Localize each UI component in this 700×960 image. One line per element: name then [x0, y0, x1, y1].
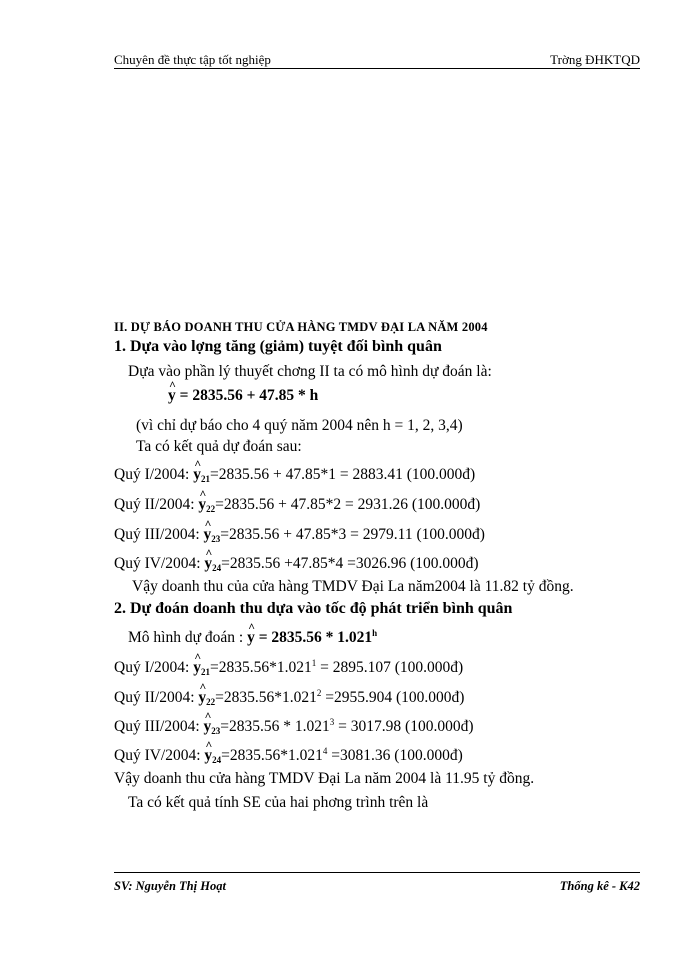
quarter-label: Quý IV/2004: — [114, 555, 205, 572]
part1-row-q3 — [114, 526, 485, 544]
section-title: II. DỰ BÁO DOANH THU CỬA HÀNG TMDV ĐẠI LA NĂM 2004 — [114, 320, 488, 334]
forecast-exponent: 1 — [311, 658, 317, 668]
forecast-formula: =2835.56 + 47.85*3 = 2979.11 (100.000đ) — [220, 526, 485, 543]
y-index: 23 — [211, 534, 221, 544]
footer-student-name: SV: Nguyễn Thị Hoạt — [114, 879, 226, 893]
y-hat-symbol: ^ y — [198, 496, 206, 514]
y-hat-symbol: ^ y — [204, 747, 212, 765]
part2-heading: 2. Dự đoán doanh thu dựa vào tốc độ phát triển bình quân — [114, 600, 513, 617]
forecast-formula-base: =2835.56 * 1.021 — [220, 718, 330, 735]
y-hat-symbol: ^ y — [193, 659, 201, 677]
part2-row-q4 — [114, 746, 463, 765]
part1-result-intro: Ta có kết quả dự đoán sau: — [136, 438, 302, 455]
forecast-formula-base: =2835.56*1.021 — [221, 747, 323, 764]
page-footer — [114, 872, 640, 895]
part1-row-q1 — [114, 466, 475, 484]
y-hat-symbol: ^ y — [247, 629, 255, 647]
quarter-label: Quý IV/2004: — [114, 747, 205, 764]
forecast-formula: =2835.56 +47.85*4 =3026.96 (100.000đ) — [221, 555, 479, 572]
y-index: 24 — [212, 563, 222, 573]
forecast-exponent: 4 — [322, 746, 328, 756]
page-header — [114, 52, 640, 69]
model-exponent: h — [372, 628, 378, 638]
part1-row-q4 — [114, 555, 479, 573]
quarter-label: Quý II/2004: — [114, 689, 199, 706]
forecast-formula: =2835.56 + 47.85*2 = 2931.26 (100.000đ) — [215, 496, 481, 513]
forecast-formula: =2835.56 + 47.85*1 = 2883.41 (100.000đ) — [209, 466, 476, 483]
forecast-result: = 3017.98 (100.000đ) — [334, 718, 474, 735]
quarter-label: Quý III/2004: — [114, 718, 204, 735]
header-right-school: Trờng ĐHKTQD — [550, 52, 640, 67]
part1-note: (vì chỉ dự báo cho 4 quý năm 2004 nên h = 1, 2, 3,4) — [136, 417, 463, 434]
y-hat-symbol: ^ y — [168, 387, 176, 405]
part1-heading: 1. Dựa vào lợng tăng (giảm) tuyệt đối bình quân — [114, 338, 442, 355]
part1-conclusion: Vậy doanh thu của cửa hàng TMDV Đại La năm2004 là 11.82 tỷ đồng. — [132, 578, 574, 595]
part2-row-q3 — [114, 717, 474, 736]
header-left-title: Chuyên đề thực tập tốt nghiệp — [114, 52, 271, 67]
forecast-exponent: 2 — [316, 688, 322, 698]
part2-se-intro: Ta có kết quả tính SE của hai phơng trình trên là — [128, 794, 429, 811]
quarter-label: Quý II/2004: — [114, 496, 199, 513]
part2-row-q2 — [114, 688, 464, 707]
y-index: 22 — [206, 697, 216, 707]
y-index: 21 — [200, 474, 210, 484]
part2-model-line — [128, 628, 377, 647]
y-hat-symbol: ^ y — [204, 718, 212, 736]
y-index: 24 — [212, 755, 222, 765]
y-hat-symbol: ^ y — [198, 689, 206, 707]
part1-row-q2 — [114, 496, 480, 514]
y-index: 21 — [200, 667, 210, 677]
part2-model-rhs: = 2835.56 * 1.021 — [254, 629, 373, 646]
y-hat-symbol: ^ y — [204, 526, 212, 544]
part1-intro: Dựa vào phần lý thuyết chơng II ta có mô hình dự đoán là: — [128, 363, 492, 380]
forecast-result: = 2895.107 (100.000đ) — [316, 659, 464, 676]
quarter-label: Quý I/2004: — [114, 466, 194, 483]
part1-model — [168, 387, 318, 405]
part2-conclusion: Vậy doanh thu cửa hàng TMDV Đại La năm 2004 là 11.95 tỷ đồng. — [114, 770, 535, 787]
quarter-label: Quý III/2004: — [114, 526, 204, 543]
forecast-result: =3081.36 (100.000đ) — [327, 747, 463, 764]
forecast-formula-base: =2835.56*1.021 — [215, 689, 317, 706]
y-hat-symbol: ^ y — [204, 555, 212, 573]
y-hat-symbol: ^ y — [193, 466, 201, 484]
forecast-result: =2955.904 (100.000đ) — [321, 689, 465, 706]
forecast-exponent: 3 — [329, 717, 335, 727]
part1-model-rhs: = 2835.56 + 47.85 * h — [175, 387, 319, 404]
part2-row-q1 — [114, 658, 463, 677]
quarter-label: Quý I/2004: — [114, 659, 194, 676]
footer-class: Thống kê - K42 — [559, 879, 640, 893]
part2-intro: Mô hình dự đoán : — [128, 629, 248, 646]
y-index: 23 — [211, 726, 221, 736]
forecast-formula-base: =2835.56*1.021 — [209, 659, 312, 676]
y-index: 22 — [206, 504, 216, 514]
